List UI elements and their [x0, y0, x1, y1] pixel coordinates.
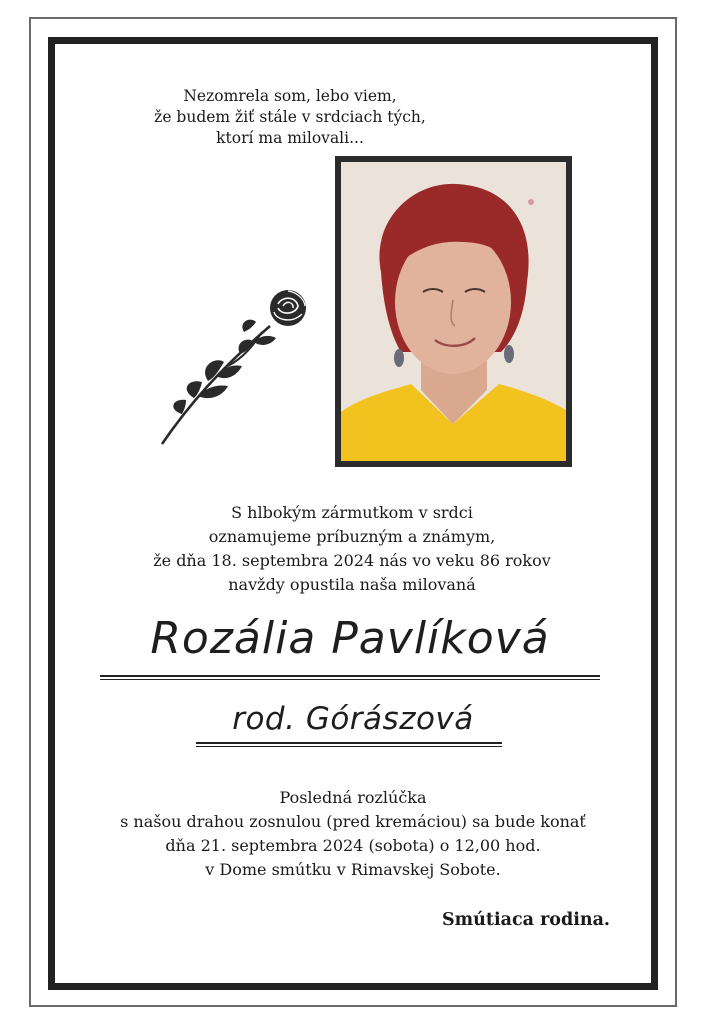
portrait-frame [335, 156, 572, 467]
announcement-line: navždy opustila naša milovaná [228, 575, 476, 594]
farewell-line: v Dome smútku v Rimavskej Sobote. [205, 860, 501, 879]
announcement-line: že dňa 18. septembra 2024 nás vo veku 86 rokov [153, 551, 551, 570]
memorial-quote [140, 86, 440, 149]
death-announcement [90, 501, 614, 597]
quote-line: Nezomrela som, lebo viem, [183, 87, 397, 105]
farewell-line: dňa 21. septembra 2024 (sobota) o 12,00 hod. [165, 836, 541, 855]
maiden-name-underline [196, 742, 502, 747]
announcement-line: S hlbokým zármutkom v srdci [231, 503, 473, 522]
farewell-details [80, 786, 626, 882]
family-signature: Smútiaca rodina. [442, 910, 610, 930]
announcement-line: oznamujeme príbuzným a známym, [208, 527, 496, 546]
portrait-photo [341, 162, 566, 461]
name-underline [100, 675, 600, 680]
maiden-name: rod. Górászová [232, 701, 474, 737]
farewell-line: s našou drahou zosnulou (pred kremáciou) sa bude konať [120, 812, 586, 831]
farewell-line: Posledná rozlúčka [279, 788, 427, 807]
deceased-name: Rozália Pavlíková [150, 613, 550, 664]
quote-line: že budem žiť stále v srdciach tých, [154, 108, 426, 126]
quote-line: ktorí ma milovali... [216, 129, 364, 147]
rose-icon [158, 286, 310, 448]
